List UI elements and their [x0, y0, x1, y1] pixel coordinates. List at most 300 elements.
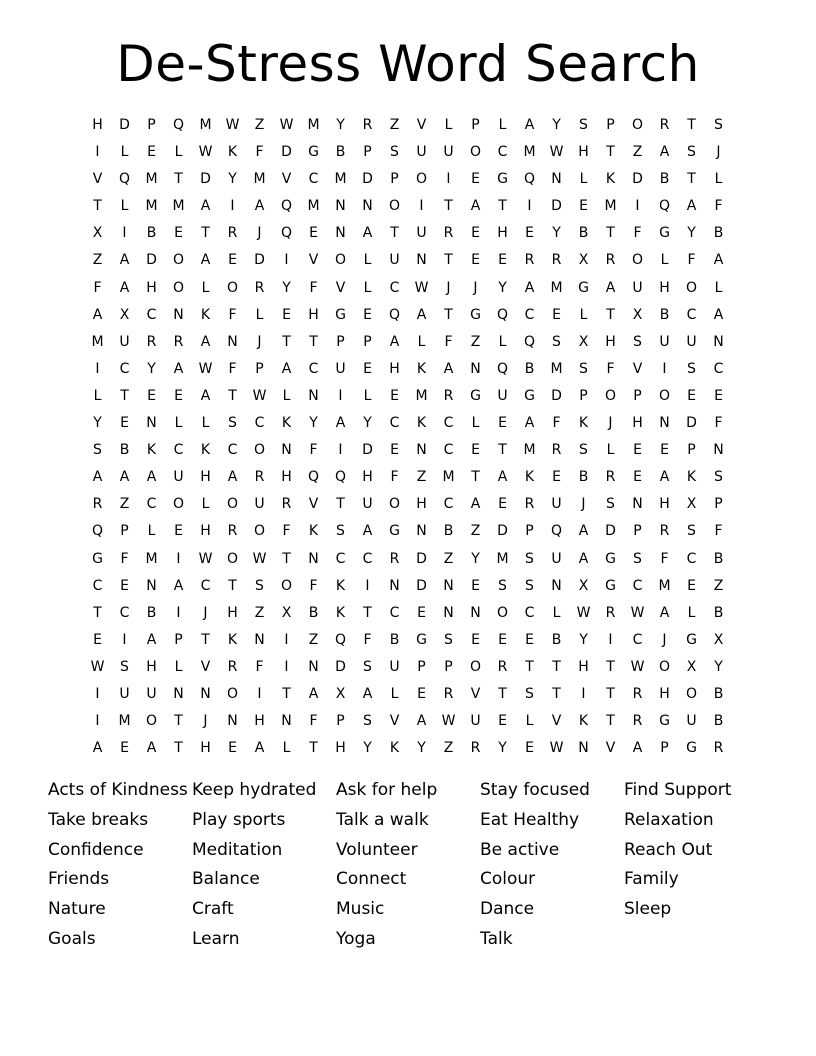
grid-letter[interactable]: K	[227, 631, 238, 648]
grid-letter[interactable]: P	[336, 333, 345, 350]
grid-letter[interactable]: R	[227, 225, 238, 242]
grid-letter[interactable]: R	[659, 523, 670, 540]
grid-letter[interactable]: O	[226, 279, 239, 296]
grid-letter[interactable]: A	[92, 469, 103, 486]
grid-letter[interactable]: K	[605, 171, 616, 188]
grid-letter[interactable]: A	[578, 523, 589, 540]
grid-letter[interactable]: V	[605, 740, 616, 757]
grid-letter[interactable]: T	[444, 252, 453, 269]
grid-letter[interactable]: D	[497, 523, 508, 540]
grid-letter[interactable]: W	[198, 550, 213, 567]
grid-letter[interactable]: S	[687, 523, 696, 540]
grid-letter[interactable]: K	[200, 442, 211, 459]
grid-letter[interactable]: J	[716, 144, 721, 161]
grid-letter[interactable]: T	[228, 577, 237, 594]
grid-letter[interactable]: T	[93, 198, 102, 215]
grid-letter[interactable]: B	[578, 469, 589, 486]
grid-letter[interactable]: E	[120, 740, 129, 757]
grid-letter[interactable]: G	[497, 171, 508, 188]
grid-letter[interactable]: D	[686, 415, 697, 432]
grid-letter[interactable]: Z	[443, 740, 454, 757]
grid-letter[interactable]: R	[551, 442, 562, 459]
grid-letter[interactable]: F	[309, 442, 318, 459]
grid-letter[interactable]: K	[578, 415, 589, 432]
grid-letter[interactable]: A	[146, 740, 157, 757]
grid-letter[interactable]: C	[632, 577, 643, 594]
grid-letter[interactable]: L	[390, 685, 399, 702]
grid-letter[interactable]: L	[552, 604, 561, 621]
grid-letter[interactable]: G	[578, 279, 589, 296]
grid-letter[interactable]: C	[335, 550, 346, 567]
grid-letter[interactable]: T	[606, 713, 615, 730]
grid-letter[interactable]: V	[389, 713, 400, 730]
grid-letter[interactable]: Y	[552, 117, 561, 133]
grid-letter[interactable]: P	[714, 496, 723, 513]
grid-letter[interactable]: E	[471, 442, 480, 459]
grid-letter[interactable]: J	[257, 225, 262, 242]
grid-letter[interactable]: V	[335, 279, 346, 296]
grid-letter[interactable]: C	[524, 306, 535, 323]
grid-letter[interactable]: T	[687, 171, 696, 188]
grid-letter[interactable]: I	[284, 252, 289, 269]
grid-letter[interactable]: B	[443, 523, 454, 540]
grid-letter[interactable]: I	[284, 658, 289, 675]
grid-letter[interactable]: A	[389, 333, 400, 350]
grid-letter[interactable]: K	[308, 523, 319, 540]
grid-letter[interactable]: P	[633, 523, 642, 540]
grid-letter[interactable]: U	[254, 496, 265, 513]
grid-letter[interactable]: B	[713, 685, 724, 702]
grid-letter[interactable]: E	[228, 252, 237, 269]
grid-letter[interactable]: L	[93, 387, 102, 404]
grid-letter[interactable]: E	[579, 198, 588, 215]
grid-letter[interactable]: L	[687, 604, 696, 621]
grid-letter[interactable]: C	[146, 496, 157, 513]
grid-letter[interactable]: R	[227, 658, 238, 675]
grid-letter[interactable]: L	[525, 713, 534, 730]
grid-letter[interactable]: W	[252, 550, 267, 567]
grid-letter[interactable]: P	[525, 523, 534, 540]
grid-letter[interactable]: J	[473, 279, 478, 296]
grid-letter[interactable]: A	[92, 740, 103, 757]
grid-letter[interactable]: T	[309, 333, 318, 350]
grid-letter[interactable]: W	[198, 360, 213, 377]
grid-letter[interactable]: B	[335, 144, 346, 161]
grid-letter[interactable]: H	[416, 496, 427, 513]
grid-letter[interactable]: P	[363, 333, 372, 350]
grid-letter[interactable]: X	[713, 631, 724, 648]
grid-letter[interactable]: A	[200, 252, 211, 269]
grid-letter[interactable]: A	[362, 225, 373, 242]
grid-letter[interactable]: X	[281, 604, 292, 621]
grid-letter[interactable]: E	[93, 631, 102, 648]
grid-letter[interactable]: D	[551, 387, 562, 404]
grid-letter[interactable]: A	[119, 469, 130, 486]
grid-letter[interactable]: H	[227, 604, 238, 621]
grid-letter[interactable]: M	[145, 198, 158, 215]
grid-letter[interactable]: G	[686, 631, 697, 648]
grid-letter[interactable]: Y	[417, 740, 426, 757]
grid-letter[interactable]: S	[363, 658, 372, 675]
grid-letter[interactable]: N	[335, 198, 346, 215]
grid-letter[interactable]: N	[146, 577, 157, 594]
grid-letter[interactable]: D	[416, 550, 427, 567]
grid-letter[interactable]: T	[282, 333, 291, 350]
grid-letter[interactable]: S	[552, 333, 561, 350]
grid-letter[interactable]: S	[255, 577, 264, 594]
grid-letter[interactable]: E	[390, 442, 399, 459]
grid-letter[interactable]: L	[498, 333, 507, 350]
grid-letter[interactable]: G	[659, 713, 670, 730]
grid-letter[interactable]: U	[443, 144, 454, 161]
grid-letter[interactable]: Y	[147, 360, 156, 377]
grid-letter[interactable]: F	[309, 577, 318, 594]
grid-letter[interactable]: E	[471, 225, 480, 242]
grid-letter[interactable]: N	[470, 360, 481, 377]
grid-letter[interactable]: F	[390, 469, 399, 486]
grid-letter[interactable]: C	[443, 415, 454, 432]
grid-letter[interactable]: F	[363, 631, 372, 648]
grid-letter[interactable]: J	[581, 496, 586, 513]
grid-letter[interactable]: M	[550, 360, 563, 377]
grid-letter[interactable]: R	[146, 333, 157, 350]
grid-letter[interactable]: F	[309, 279, 318, 296]
grid-letter[interactable]: T	[552, 685, 561, 702]
grid-letter[interactable]: N	[281, 713, 292, 730]
grid-letter[interactable]: I	[122, 225, 127, 242]
grid-letter[interactable]: T	[282, 685, 291, 702]
grid-letter[interactable]: N	[308, 550, 319, 567]
grid-letter[interactable]: M	[334, 171, 347, 188]
grid-letter[interactable]: I	[95, 144, 100, 161]
grid-letter[interactable]: H	[578, 144, 589, 161]
grid-letter[interactable]: B	[146, 604, 157, 621]
grid-letter[interactable]: H	[92, 117, 103, 133]
grid-letter[interactable]: D	[362, 171, 373, 188]
grid-letter[interactable]: E	[552, 306, 561, 323]
grid-letter[interactable]: F	[255, 658, 264, 675]
grid-letter[interactable]: N	[281, 442, 292, 459]
grid-letter[interactable]: E	[282, 306, 291, 323]
grid-letter[interactable]: U	[551, 496, 562, 513]
grid-letter[interactable]: H	[497, 225, 508, 242]
grid-letter[interactable]: A	[227, 469, 238, 486]
grid-letter[interactable]: U	[497, 387, 508, 404]
grid-letter[interactable]: N	[389, 577, 400, 594]
grid-letter[interactable]: Q	[658, 198, 671, 215]
grid-letter[interactable]: S	[687, 144, 696, 161]
grid-letter[interactable]: A	[470, 198, 481, 215]
grid-letter[interactable]: L	[363, 387, 372, 404]
grid-letter[interactable]: K	[578, 713, 589, 730]
grid-letter[interactable]: Y	[363, 415, 372, 432]
grid-letter[interactable]: N	[551, 577, 562, 594]
grid-letter[interactable]: C	[686, 550, 697, 567]
grid-letter[interactable]: M	[91, 333, 104, 350]
grid-letter[interactable]: P	[120, 523, 129, 540]
grid-letter[interactable]: U	[389, 252, 400, 269]
grid-letter[interactable]: Z	[308, 631, 319, 648]
grid-letter[interactable]: H	[605, 333, 616, 350]
grid-letter[interactable]: U	[416, 225, 427, 242]
grid-letter[interactable]: K	[524, 469, 535, 486]
grid-letter[interactable]: E	[633, 469, 642, 486]
grid-letter[interactable]: B	[713, 713, 724, 730]
grid-letter[interactable]: G	[605, 550, 616, 567]
grid-letter[interactable]: A	[659, 469, 670, 486]
grid-letter[interactable]: M	[604, 198, 617, 215]
grid-letter[interactable]: Y	[336, 117, 345, 133]
grid-letter[interactable]: L	[201, 415, 210, 432]
grid-letter[interactable]: H	[146, 279, 157, 296]
grid-letter[interactable]: E	[174, 523, 183, 540]
grid-letter[interactable]: K	[281, 415, 292, 432]
grid-letter[interactable]: G	[389, 523, 400, 540]
grid-letter[interactable]: B	[551, 631, 562, 648]
grid-letter[interactable]: M	[253, 171, 266, 188]
grid-letter[interactable]: T	[606, 685, 615, 702]
grid-letter[interactable]: G	[416, 631, 427, 648]
grid-letter[interactable]: T	[93, 604, 102, 621]
grid-letter[interactable]: F	[120, 550, 129, 567]
grid-letter[interactable]: R	[605, 252, 616, 269]
grid-letter[interactable]: N	[416, 523, 427, 540]
grid-letter[interactable]: M	[307, 198, 320, 215]
grid-letter[interactable]: E	[120, 415, 129, 432]
grid-letter[interactable]: C	[713, 360, 724, 377]
grid-letter[interactable]: I	[176, 604, 181, 621]
grid-letter[interactable]: J	[203, 604, 208, 621]
grid-letter[interactable]: I	[608, 631, 613, 648]
grid-letter[interactable]: U	[551, 550, 562, 567]
grid-letter[interactable]: C	[146, 306, 157, 323]
grid-letter[interactable]: L	[120, 198, 129, 215]
grid-letter[interactable]: S	[390, 144, 399, 161]
grid-letter[interactable]: R	[389, 550, 400, 567]
grid-letter[interactable]: A	[524, 279, 535, 296]
grid-letter[interactable]: O	[496, 604, 509, 621]
grid-letter[interactable]: T	[120, 387, 129, 404]
grid-letter[interactable]: F	[714, 198, 723, 215]
grid-letter[interactable]: Y	[93, 415, 102, 432]
grid-letter[interactable]: W	[549, 740, 564, 757]
grid-letter[interactable]: A	[335, 415, 346, 432]
grid-letter[interactable]: M	[307, 117, 320, 133]
grid-letter[interactable]: E	[174, 387, 183, 404]
grid-letter[interactable]: B	[659, 306, 670, 323]
grid-letter[interactable]: O	[388, 496, 401, 513]
grid-letter[interactable]: M	[442, 469, 455, 486]
grid-letter[interactable]: L	[579, 171, 588, 188]
grid-letter[interactable]: U	[416, 144, 427, 161]
grid-letter[interactable]: C	[443, 442, 454, 459]
grid-letter[interactable]: A	[119, 252, 130, 269]
grid-letter[interactable]: E	[309, 225, 318, 242]
grid-letter[interactable]: H	[578, 658, 589, 675]
grid-letter[interactable]: E	[147, 144, 156, 161]
grid-letter[interactable]: C	[308, 171, 319, 188]
grid-letter[interactable]: K	[686, 469, 697, 486]
grid-letter[interactable]: E	[417, 685, 426, 702]
grid-letter[interactable]: D	[551, 198, 562, 215]
grid-letter[interactable]: A	[497, 469, 508, 486]
grid-letter[interactable]: P	[174, 631, 183, 648]
grid-letter[interactable]: P	[336, 713, 345, 730]
grid-letter[interactable]: Y	[228, 171, 237, 188]
grid-letter[interactable]: P	[687, 442, 696, 459]
grid-letter[interactable]: N	[308, 658, 319, 675]
grid-letter[interactable]: L	[147, 523, 156, 540]
grid-letter[interactable]: R	[497, 658, 508, 675]
grid-letter[interactable]: S	[579, 442, 588, 459]
grid-letter[interactable]: E	[471, 252, 480, 269]
grid-letter[interactable]: T	[174, 740, 183, 757]
grid-letter[interactable]: B	[308, 604, 319, 621]
grid-letter[interactable]: K	[416, 360, 427, 377]
grid-letter[interactable]: F	[633, 225, 642, 242]
grid-letter[interactable]: G	[605, 577, 616, 594]
grid-letter[interactable]: O	[145, 713, 158, 730]
grid-letter[interactable]: C	[92, 577, 103, 594]
grid-letter[interactable]: V	[281, 171, 292, 188]
grid-letter[interactable]: S	[498, 577, 507, 594]
grid-letter[interactable]: O	[631, 117, 644, 133]
grid-letter[interactable]: I	[122, 631, 127, 648]
grid-letter[interactable]: B	[713, 604, 724, 621]
grid-letter[interactable]: K	[200, 306, 211, 323]
grid-letter[interactable]: T	[471, 469, 480, 486]
grid-letter[interactable]: L	[174, 415, 183, 432]
grid-letter[interactable]: C	[119, 604, 130, 621]
grid-letter[interactable]: M	[145, 550, 158, 567]
grid-letter[interactable]: I	[176, 550, 181, 567]
grid-letter[interactable]: J	[608, 415, 613, 432]
grid-letter[interactable]: N	[470, 604, 481, 621]
grid-letter[interactable]: E	[417, 604, 426, 621]
grid-letter[interactable]: V	[632, 360, 643, 377]
grid-letter[interactable]: T	[552, 658, 561, 675]
grid-letter[interactable]: R	[605, 604, 616, 621]
grid-letter[interactable]: O	[388, 198, 401, 215]
grid-letter[interactable]: A	[92, 306, 103, 323]
grid-letter[interactable]: O	[253, 442, 266, 459]
grid-letter[interactable]: F	[228, 306, 237, 323]
grid-letter[interactable]: P	[444, 658, 453, 675]
grid-letter[interactable]: A	[200, 198, 211, 215]
grid-letter[interactable]: S	[714, 117, 723, 133]
grid-letter[interactable]: E	[633, 442, 642, 459]
grid-letter[interactable]: F	[552, 415, 561, 432]
grid-letter[interactable]: H	[200, 469, 211, 486]
grid-letter[interactable]: M	[415, 387, 428, 404]
grid-letter[interactable]: L	[471, 415, 480, 432]
grid-letter[interactable]: G	[686, 740, 697, 757]
grid-letter[interactable]: F	[687, 252, 696, 269]
grid-letter[interactable]: W	[225, 117, 240, 133]
grid-letter[interactable]: E	[363, 306, 372, 323]
grid-letter[interactable]: I	[257, 685, 262, 702]
grid-letter[interactable]: S	[525, 577, 534, 594]
grid-letter[interactable]: O	[631, 252, 644, 269]
grid-letter[interactable]: F	[282, 523, 291, 540]
grid-letter[interactable]: Y	[363, 740, 372, 757]
grid-letter[interactable]: I	[338, 387, 343, 404]
grid-letter[interactable]: L	[120, 144, 129, 161]
grid-letter[interactable]: E	[498, 415, 507, 432]
grid-letter[interactable]: H	[335, 740, 346, 757]
grid-letter[interactable]: S	[579, 117, 588, 133]
grid-letter[interactable]: O	[469, 144, 482, 161]
grid-letter[interactable]: L	[714, 171, 723, 188]
grid-letter[interactable]: E	[660, 442, 669, 459]
grid-letter[interactable]: O	[172, 252, 185, 269]
grid-letter[interactable]: Z	[632, 144, 643, 161]
grid-letter[interactable]: L	[498, 117, 507, 133]
grid-letter[interactable]: N	[443, 604, 454, 621]
grid-letter[interactable]: N	[443, 577, 454, 594]
grid-letter[interactable]: A	[362, 685, 373, 702]
grid-letter[interactable]: Z	[470, 523, 481, 540]
grid-letter[interactable]: R	[254, 279, 265, 296]
grid-letter[interactable]: L	[363, 252, 372, 269]
grid-letter[interactable]: X	[335, 685, 346, 702]
grid-letter[interactable]: K	[227, 144, 238, 161]
grid-letter[interactable]: V	[92, 171, 103, 188]
grid-letter[interactable]: D	[335, 658, 346, 675]
grid-letter[interactable]: L	[363, 279, 372, 296]
grid-letter[interactable]: N	[578, 740, 589, 757]
grid-letter[interactable]: E	[498, 713, 507, 730]
grid-letter[interactable]: X	[632, 306, 643, 323]
grid-letter[interactable]: R	[92, 496, 103, 513]
grid-letter[interactable]: P	[660, 740, 669, 757]
grid-letter[interactable]: N	[173, 306, 184, 323]
grid-letter[interactable]: C	[686, 306, 697, 323]
grid-letter[interactable]: Z	[254, 117, 265, 133]
grid-letter[interactable]: H	[281, 469, 292, 486]
grid-letter[interactable]: E	[687, 577, 696, 594]
grid-letter[interactable]: I	[95, 713, 100, 730]
grid-letter[interactable]: M	[172, 198, 185, 215]
grid-letter[interactable]: O	[469, 658, 482, 675]
grid-letter[interactable]: W	[414, 279, 429, 296]
grid-letter[interactable]: B	[659, 171, 670, 188]
grid-letter[interactable]: P	[471, 117, 480, 133]
grid-letter[interactable]: R	[443, 685, 454, 702]
grid-letter[interactable]: N	[227, 333, 238, 350]
grid-letter[interactable]: C	[389, 415, 400, 432]
grid-letter[interactable]: V	[470, 685, 481, 702]
grid-letter[interactable]: I	[662, 360, 667, 377]
grid-letter[interactable]: N	[416, 442, 427, 459]
grid-letter[interactable]: Z	[416, 469, 427, 486]
grid-letter[interactable]: E	[552, 469, 561, 486]
grid-letter[interactable]: H	[632, 415, 643, 432]
grid-letter[interactable]: C	[389, 279, 400, 296]
grid-letter[interactable]: Z	[713, 577, 724, 594]
grid-letter[interactable]: S	[714, 469, 723, 486]
grid-letter[interactable]: O	[685, 279, 698, 296]
grid-letter[interactable]: I	[95, 685, 100, 702]
grid-letter[interactable]: N	[551, 171, 562, 188]
grid-letter[interactable]: H	[659, 279, 670, 296]
grid-letter[interactable]: W	[630, 658, 645, 675]
grid-letter[interactable]: T	[498, 442, 507, 459]
grid-letter[interactable]: M	[658, 577, 671, 594]
grid-letter[interactable]: U	[335, 360, 346, 377]
grid-letter[interactable]: L	[282, 387, 291, 404]
grid-letter[interactable]: I	[284, 631, 289, 648]
